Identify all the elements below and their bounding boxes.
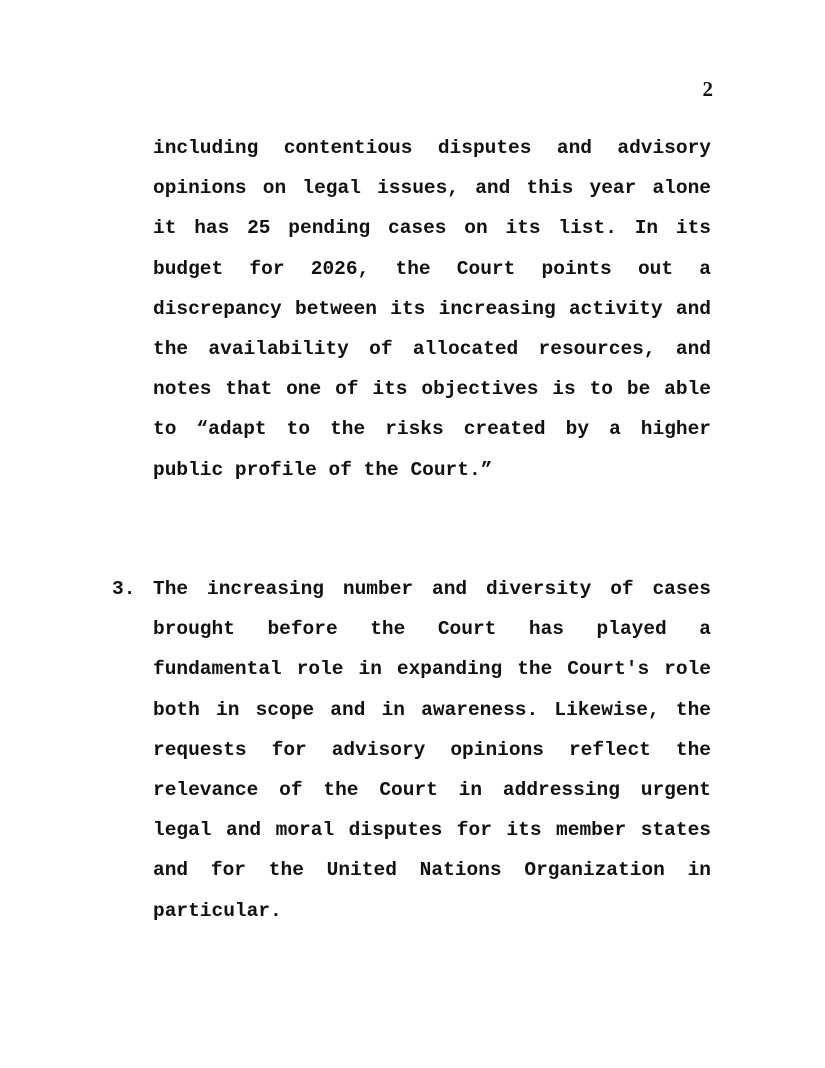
paragraph-text: The increasing number and diversity of cases brought before the Court has played a fundamental role in expanding the Court's role both in scope and in awareness. Likewise, the requests for advisory opinions reflect the relevance of the Court in addressing urgent legal and moral disputes for its member states and for the United Nations Organization in particular. [153,578,711,922]
paragraph-continuation [153,128,711,490]
page-number: 2 [702,77,713,101]
paragraph-3 [112,569,711,931]
paragraph-number: 3. [112,578,136,600]
paragraph-text: including contentious disputes and advisory opinions on legal issues, and this year alone it has 25 pending cases on its list. In its budget for 2026, the Court points out a discrepancy between its increasing activity and the availability of allocated resources, and notes that one of its objectives is to be able to “adapt to the risks created by a higher public profile of the Court.” [153,137,711,481]
